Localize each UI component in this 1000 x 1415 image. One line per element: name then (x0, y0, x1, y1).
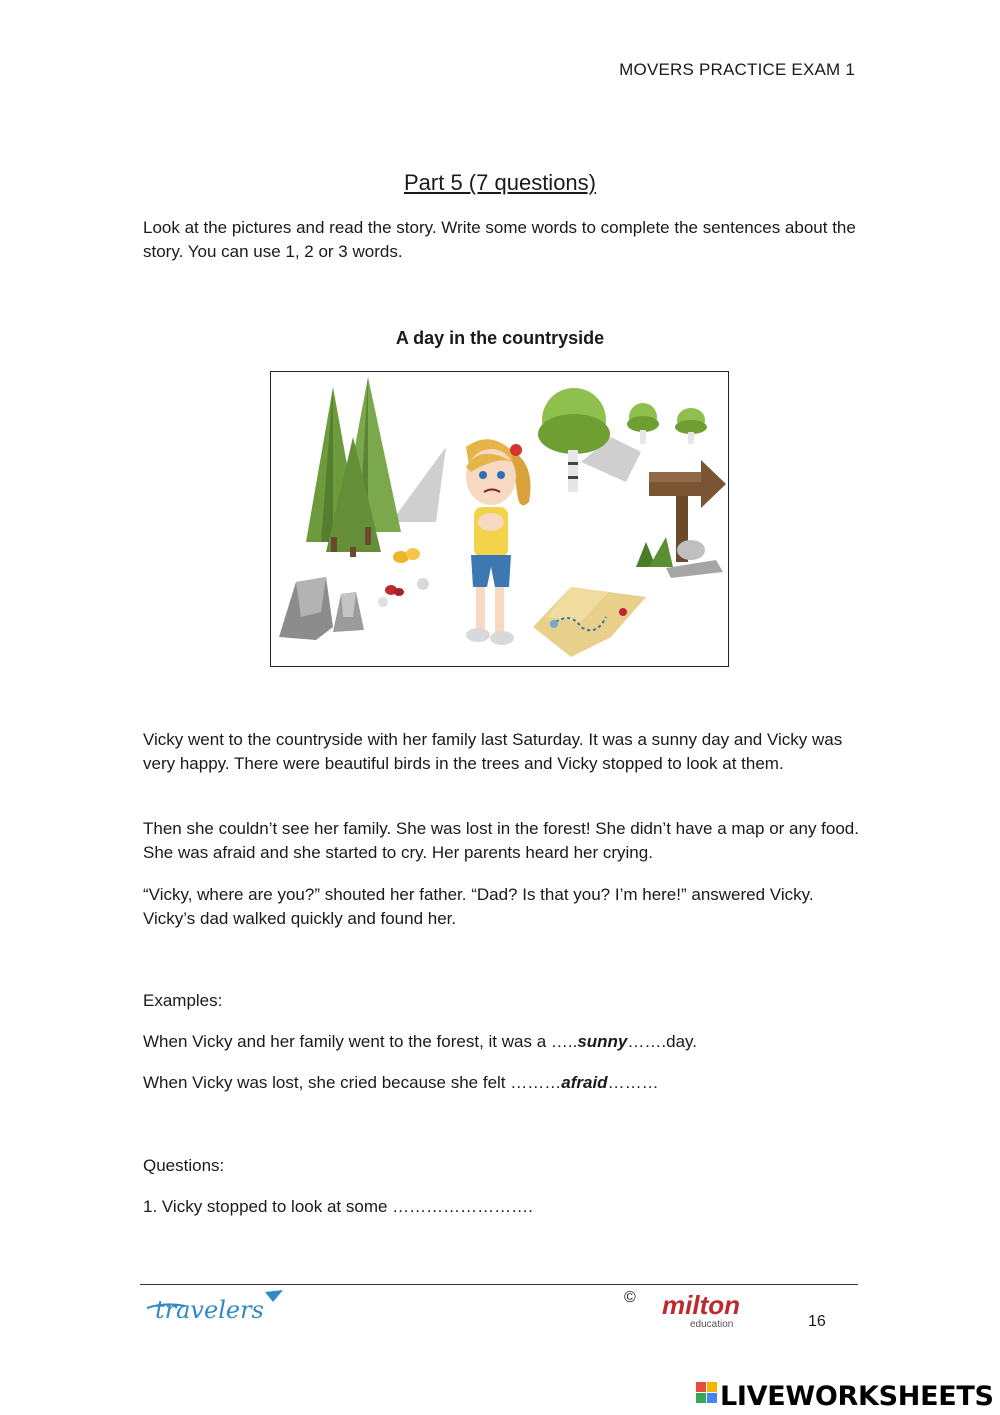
footer-divider (140, 1284, 858, 1285)
story-paragraph-2: Then she couldn’t see her family. She was lost in the forest! She didn’t have a map or any food. She was afraid and she started to cry. Her parents heard her crying. (143, 819, 859, 862)
story-paragraph-3: “Vicky, where are you?” shouted her father. “Dad? Is that you? I’m here!” answered Vicky. Vicky’s dad walked quickly and found her. (143, 885, 814, 928)
paper-plane-icon (265, 1290, 283, 1302)
example-1-before: When Vicky and her family went to the forest, it was a ….. (143, 1032, 578, 1051)
example-sentence-2 (143, 1073, 659, 1093)
example-1-answer: sunny (577, 1032, 628, 1051)
rocks-illustration (279, 577, 364, 640)
travelers-logo (145, 1288, 290, 1328)
liveworksheets-text: LIVEWORKSHEETS (720, 1381, 994, 1410)
story-illustration (270, 371, 729, 667)
examples-heading: Examples: (143, 991, 223, 1010)
story-title: A day in the countryside (395, 328, 605, 348)
instructions: Look at the pictures and read the story. Write some words to complete the sentences about the story. You can use 1, 2 or 3 words. (143, 218, 856, 261)
questions-heading: Questions: (143, 1156, 225, 1175)
pine-trees-illustration (306, 377, 401, 557)
travelers-logo-text: travelers (155, 1296, 264, 1324)
copyright-symbol: © (624, 1289, 636, 1306)
signpost-illustration (636, 460, 726, 578)
example-2-answer: afraid (561, 1073, 608, 1092)
tree-shadow (391, 447, 446, 522)
example-1-after: …….day. (627, 1032, 697, 1051)
story-paragraph-1: Vicky went to the countryside with her family last Saturday. It was a sunny day and Vicky was very happy. There were beautiful birds in the trees and Vicky stopped to look at them. (143, 730, 843, 773)
liveworksheets-watermark (694, 1376, 994, 1410)
page-number: 16 (808, 1313, 826, 1330)
forest-scene-illustration (271, 372, 728, 666)
butterflies-illustration (378, 548, 429, 607)
example-2-after: ……… (607, 1073, 659, 1092)
example-2-before: When Vicky was lost, she cried because she felt ……… (143, 1073, 562, 1092)
milton-education-logo (660, 1290, 750, 1330)
map-illustration (533, 587, 646, 657)
milton-logo-text: milton (662, 1290, 740, 1320)
question-1: 1. Vicky stopped to look at some ……………………. (143, 1197, 533, 1216)
example-sentence-1 (143, 1032, 697, 1052)
girl-illustration (466, 439, 531, 645)
part-title: Part 5 (7 questions) (404, 170, 596, 195)
education-logo-text: education (690, 1319, 734, 1330)
exam-label: MOVERS PRACTICE EXAM 1 (619, 60, 855, 79)
